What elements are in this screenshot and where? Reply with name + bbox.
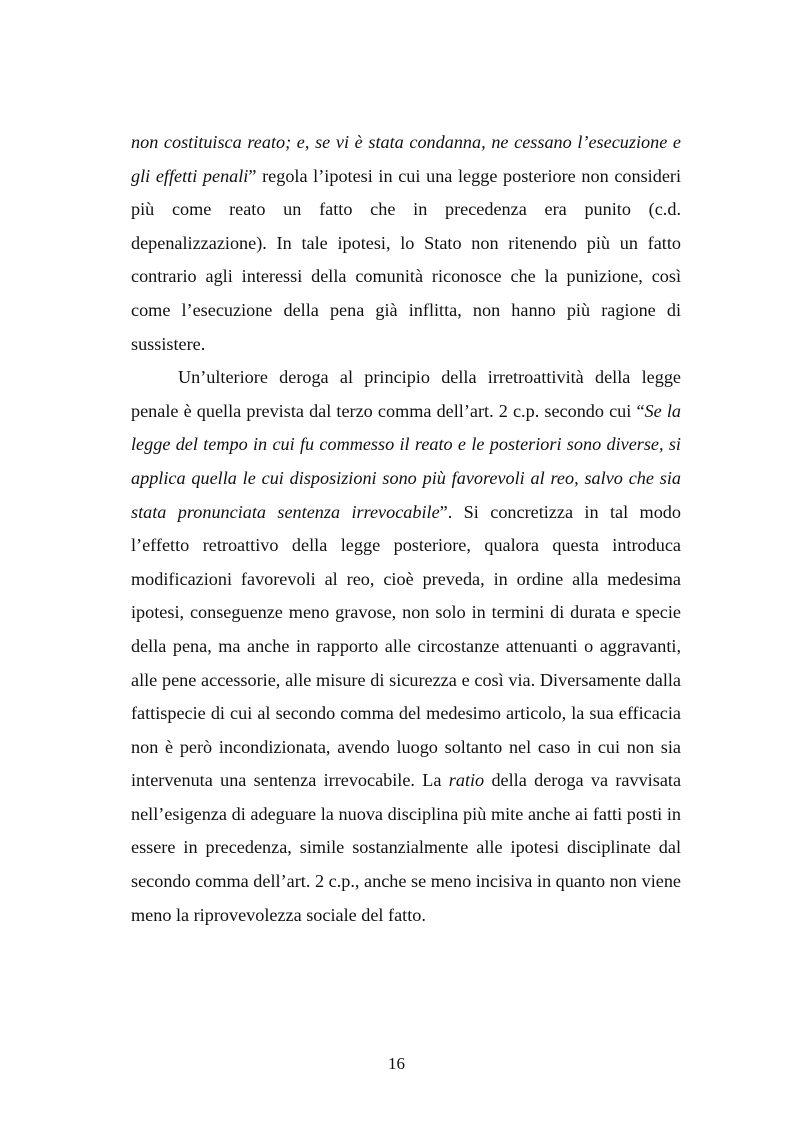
paragraph-2-end: della deroga va ravvisata nell’esigenza di adeguare la nuova disciplina più mite anche ai fatti posti in essere in precedenza, simile sostanzialmente alle ipotesi disciplinate dal secondo comma dell’art. 2 c.p., anche se meno incisiva in quanto non viene meno la riprovevolezza sociale del fatto.: [131, 770, 682, 925]
paragraph-2: [131, 361, 681, 932]
paragraph-2-body: ”. Si concretizza in tal modo l’effetto retroattivo della legge posteriore, qualora questa introduca modificazioni favorevoli al reo, cioè preveda, in ordine alla medesima ipotesi, conseguenze meno gravose, non solo in termini di durata e specie della pena, ma anche in rapporto alle circostanze attenuanti o aggravanti, alle pene accessorie, alle misure di sicurezza e così via. Diversamente dalla fattispecie di cui al secondo comma del medesimo articolo, la sua efficacia non è però incondizionata, avendo luogo soltanto nel caso in cui non sia intervenuta una sentenza irrevocabile. La: [131, 501, 681, 791]
page-number: 16: [388, 1054, 405, 1073]
italic-quote-ending: non costituisca reato; e, se vi è stata condanna, ne cessano l’esecuzione e gli effetti penali: [131, 132, 681, 186]
body-text: [131, 126, 681, 932]
paragraph-1: [131, 126, 681, 361]
italic-law-quote: Se la legge del tempo in cui fu commesso il reato e le posteriori sono diverse, si applica quella le cui disposizioni sono più favorevoli al reo, salvo che sia stata pronunciata sentenza irrevocabile: [131, 400, 681, 522]
paragraph-2-intro: Un’ulteriore deroga al principio della irretroattività della legge penale è quella prevista dal terzo comma dell’art. 2 c.p. secondo cui “: [131, 367, 681, 421]
paragraph-1-text: ” regola l’ipotesi in cui una legge posteriore non consideri più come reato un fatto che in precedenza era punito (c.d. depenalizzazione). In tale ipotesi, lo Stato non ritenendo più un fatto contrario agli interessi della comunità riconosce che la punizione, così come l’esecuzione della pena già inflitta, non hanno più ragione di sussistere.: [131, 165, 681, 354]
italic-term-ratio: ratio: [448, 770, 485, 791]
